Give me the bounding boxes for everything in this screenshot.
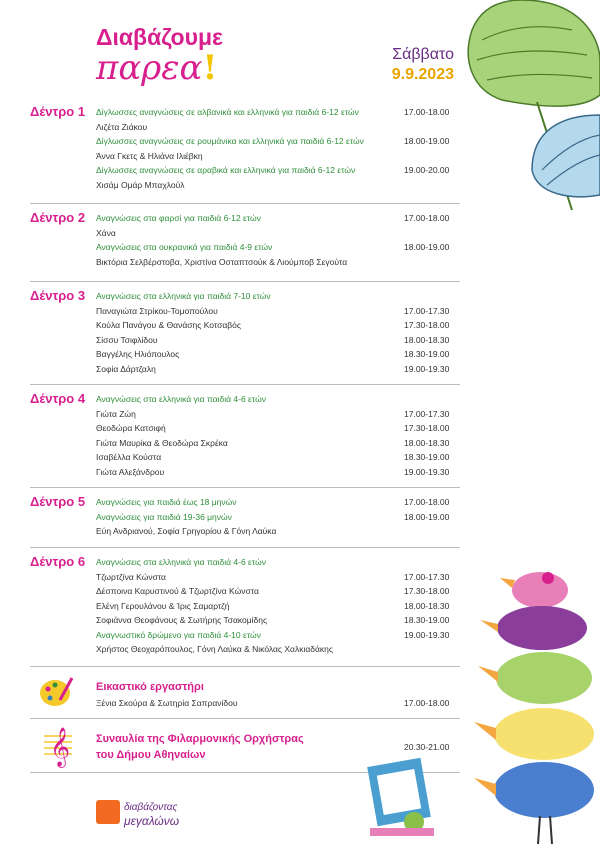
item-text: Δίγλωσσες αναγνώσεις σε αραβικά και ελληνικά για παιδιά 6-12 ετών — [96, 165, 356, 175]
section-title: Δέντρο 5 — [30, 494, 86, 509]
item-text: Εύη Ανδριανού, Σοφία Γρηγορίου & Γόνη Λαύκα — [96, 526, 277, 536]
item-text: Αναγνώσεις στα ελληνικά για παιδιά 4-6 ετών — [96, 394, 266, 404]
item-time: 17.00-18.00 — [404, 497, 450, 507]
item-time: 17.00-18.00 — [404, 213, 450, 223]
item-time: 18.00-19.00 — [404, 136, 450, 146]
divider — [30, 718, 460, 719]
subtitle-bang: ! — [202, 48, 218, 88]
item-time: 18.30-19.00 — [404, 349, 450, 359]
divider — [30, 281, 460, 282]
item-time: 17.30-18.00 — [404, 320, 450, 330]
divider — [30, 384, 460, 385]
item-text: Γιώτα Μαυρίκα & Θεοδώρα Σκρέκα — [96, 437, 228, 448]
item-text: Αναγνώσεις στα ελληνικά για παιδιά 4-6 ετών — [96, 557, 266, 567]
item-time: 19.00-19.30 — [404, 466, 450, 477]
item-text: Παναγιώτα Στρίκου-Τομοπούλου — [96, 305, 218, 316]
page-subtitle — [96, 48, 217, 88]
item-time: 18.00-18.30 — [404, 437, 450, 448]
leaf-decoration-icon — [462, 0, 600, 225]
logo-line2: μεγαλώνω — [124, 814, 180, 828]
item-time: 17.00-18.00 — [404, 107, 450, 117]
item-text: Δίγλωσσες αναγνώσεις σε αλβανικά και ελληνικά για παιδιά 6-12 ετών — [96, 107, 359, 117]
item-text: Λιζέτα Ζιάκου — [96, 121, 148, 132]
item-text: Σοφιάννα Θεοφάνους & Σωτήρης Τσακομίδης — [96, 615, 268, 625]
item-text: Ισαβέλλα Κούστα — [96, 452, 162, 462]
item-text: Γιώτα Ζώη — [96, 408, 136, 419]
item-time: 18.00-18.30 — [404, 334, 450, 345]
divider — [30, 666, 460, 667]
palette-icon — [38, 674, 74, 710]
item-time: 18.00-18.30 — [404, 600, 450, 611]
section-title: Δέντρο 4 — [30, 391, 86, 406]
event-date: 9.9.2023 — [391, 66, 454, 83]
item-time: 18.30-19.00 — [404, 615, 450, 625]
item-time: 17.30-18.00 — [404, 586, 450, 596]
section-title: Δέντρο 3 — [30, 288, 86, 303]
section-title: Δέντρο 2 — [30, 210, 86, 225]
workshop-time: 17.00-18.00 — [404, 698, 450, 708]
subtitle-text: παρεα — [96, 48, 203, 88]
concert-time: 20.30-21.00 — [404, 742, 450, 752]
divider — [30, 487, 460, 488]
event-day: Σάββατο — [392, 46, 454, 63]
concert-title-line1: Συναυλία της Φιλαρμονικής Ορχήστρας — [96, 733, 304, 745]
item-text: Αναγνώσεις στα ουκρανικά για παιδιά 4-9 ετών — [96, 242, 273, 252]
item-text: Δέσποινα Καρυστινού & Τζωρτζίνα Κώνστα — [96, 586, 259, 596]
item-time: 17.00-17.30 — [404, 305, 450, 316]
item-text: Άννα Γκετς & Ηλιάνα Ιλιέβκη — [96, 150, 203, 161]
item-text: Χρήστος Θεοχαρόπουλος, Γόνη Λαύκα & Νικόλας Χαλκιαδάκης — [96, 644, 333, 654]
workshop-title: Εικαστικό εργαστήρι — [96, 681, 204, 693]
item-text: Αναγνώσεις στα φαρσί για παιδιά 6-12 ετών — [96, 213, 261, 223]
treble-clef-icon — [44, 722, 72, 768]
section-title: Δέντρο 6 — [30, 554, 86, 569]
section-title: Δέντρο 1 — [30, 104, 86, 119]
kid-reading-icon — [362, 752, 442, 842]
workshop-names: Ξένια Σκούρα & Σωτηρία Σαπρανίδου — [96, 698, 238, 708]
item-text: Αναγνώσεις στα ελληνικά για παιδιά 7-10 ετών — [96, 291, 271, 301]
item-text: Αναγνώσεις για παιδιά 19-36 μηνών — [96, 511, 232, 522]
svg-text:𝄞: 𝄞 — [50, 727, 71, 767]
page-title: Διαβάζουμε — [96, 24, 223, 50]
logo-line1: διαβάζοντας — [124, 802, 178, 813]
item-text: Θεοδώρα Κατσιφή — [96, 423, 166, 433]
item-text: Αναγνώσεις για παιδιά έως 18 μηνών — [96, 497, 237, 507]
item-time: 19.00-19.30 — [404, 629, 450, 640]
concert-title-line2: του Δήμου Αθηναίων — [96, 749, 206, 761]
item-text: Σοφία Δάρτζαλη — [96, 363, 156, 374]
item-text: Κούλα Πανάγου & Θανάσης Κοτσαβός — [96, 320, 241, 330]
birds-illustration-icon — [460, 548, 600, 848]
item-text: Τζωρτζίνα Κώνστα — [96, 571, 166, 582]
item-time: 19.00-19.30 — [404, 363, 450, 374]
item-time: 17.30-18.00 — [404, 423, 450, 433]
item-time: 18.00-19.00 — [404, 242, 450, 252]
item-text: Αναγνωστικό δρώμενο για παιδιά 4-10 ετών — [96, 629, 261, 640]
item-text: Γιώτα Αλεξάνδρου — [96, 466, 165, 477]
item-text: Βαγγέλης Ηλιόπουλος — [96, 349, 180, 359]
item-time: 17.00-17.30 — [404, 408, 450, 419]
divider — [30, 203, 460, 204]
item-text: Χάνα — [96, 227, 116, 238]
item-text: Χισάμ Ομάρ Μπαχλούλ — [96, 179, 185, 190]
item-time: 18.00-19.00 — [404, 511, 450, 522]
item-time: 18.30-19.00 — [404, 452, 450, 462]
item-text: Σίσσυ Τσιφλίδου — [96, 334, 158, 345]
item-text: Ελένη Γερουλάνου & Ίρις Σαμαρτζή — [96, 600, 230, 611]
item-text: Δίγλωσσες αναγνώσεις σε ρουμάνικα και ελληνικά για παιδιά 6-12 ετών — [96, 136, 364, 146]
item-time: 19.00-20.00 — [404, 165, 450, 175]
divider — [30, 547, 460, 548]
item-time: 17.00-17.30 — [404, 571, 450, 582]
item-text: Βικτόρια Σελβέρστοβα, Χριστίνα Οσταπτσούκ & Λιούμποβ Σεγούτα — [96, 256, 348, 267]
logo-icon — [96, 800, 120, 824]
